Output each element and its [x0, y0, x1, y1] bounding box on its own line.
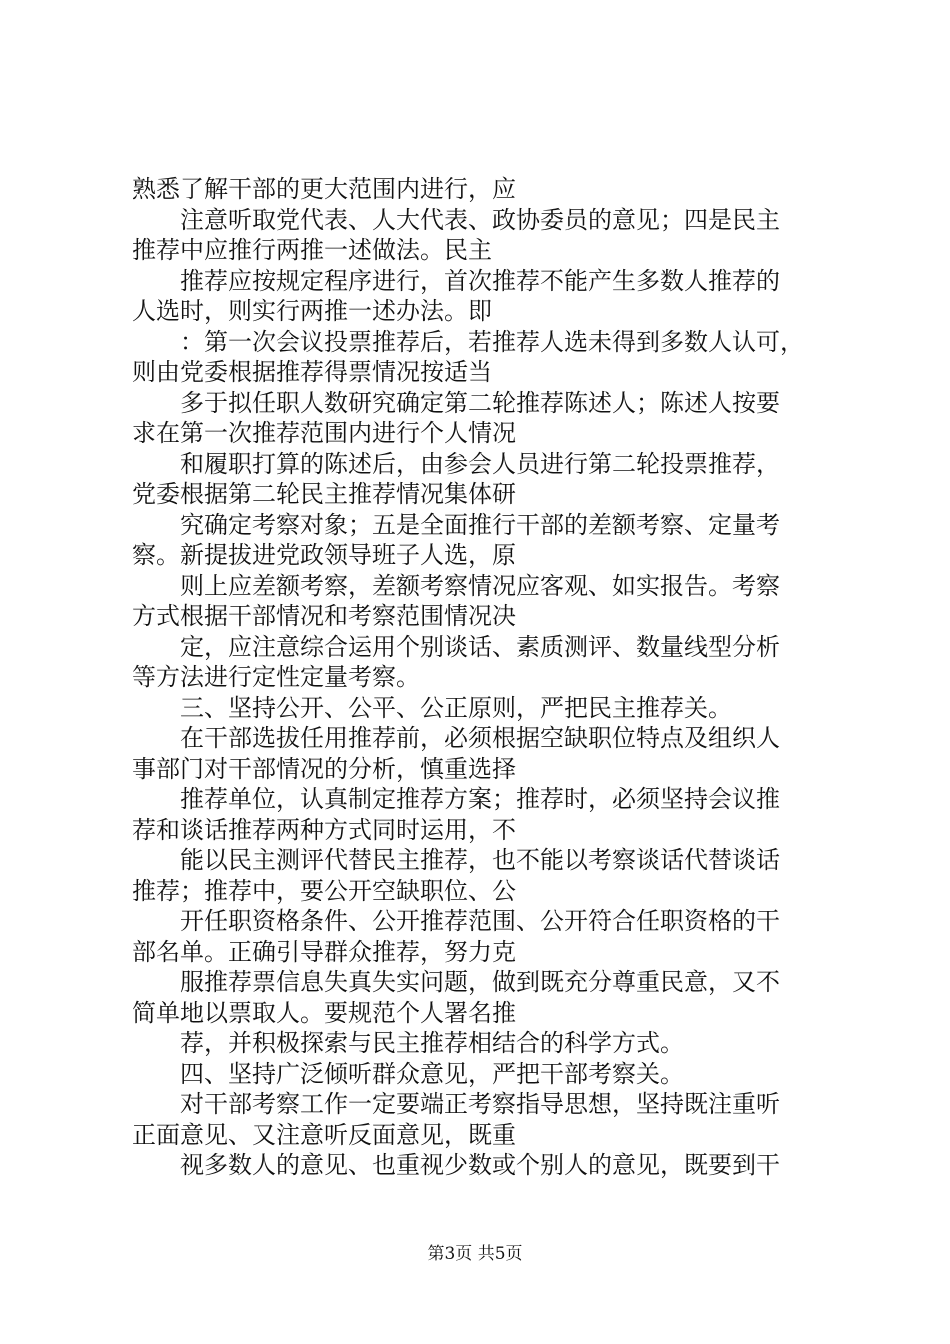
text-line: 开任职资格条件、公开推荐范围、公开符合任职资格的干 — [180, 907, 780, 935]
text-line: 和履职打算的陈述后，由参会人员进行第二轮投票推荐， — [180, 449, 780, 478]
text-line: 多于拟任职人数研究确定第二轮推荐陈述人；陈述人按要 — [180, 388, 780, 417]
text-line: 正面意见、又注意听反面意见，既重 — [132, 1120, 516, 1149]
document-body — [132, 174, 832, 1181]
text-line: 熟悉了解干部的更大范围内进行，应 — [132, 175, 516, 203]
text-line: 对干部考察工作一定要端正考察指导思想，坚持既注重听 — [180, 1090, 780, 1118]
text-line: 荐，并积极探索与民主推荐相结合的科学方式。 — [180, 1029, 684, 1057]
text-line: 推荐；推荐中，要公开空缺职位、公 — [132, 876, 516, 905]
text-line: 推荐应按规定程序进行，首次推荐不能产生多数人推荐的 — [180, 266, 780, 295]
text-line: 在干部选拔任用推荐前，必须根据空缺职位特点及组织人 — [180, 724, 780, 752]
text-line: 定，应注意综合运用个别谈话、素质测评、数量线型分析 — [180, 632, 780, 661]
text-line: 注意听取党代表、人大代表、政协委员的意见；四是民主 — [180, 205, 780, 234]
text-line: 则上应差额考察，差额考察情况应客观、如实报告。考察 — [180, 571, 780, 600]
text-line: 简单地以票取人。要规范个人署名推 — [132, 998, 516, 1027]
text-line: 视多数人的意见、也重视少数或个别人的意见，既要到干 — [180, 1151, 780, 1179]
text-line: 推荐单位，认真制定推荐方案；推荐时，必须坚持会议推 — [180, 785, 780, 813]
text-line: 察。新提拔进党政领导班子人选，原 — [132, 541, 516, 569]
text-line: 推荐中应推行两推一述做法。民主 — [132, 236, 492, 264]
text-line: 部名单。正确引导群众推荐，努力克 — [132, 937, 516, 966]
text-line: 荐和谈话推荐两种方式同时运用，不 — [132, 815, 516, 844]
page-footer: 第3页 共5页 — [427, 1244, 523, 1264]
text-line: 人选时，则实行两推一述办法。即 — [132, 297, 492, 325]
text-line: 能以民主测评代替民主推荐，也不能以考察谈话代替谈话 — [180, 846, 780, 874]
text-line: 四、坚持广泛倾听群众意见，严把干部考察关。 — [180, 1059, 684, 1088]
text-line: 三、坚持公开、公平、公正原则，严把民主推荐关。 — [180, 693, 732, 722]
text-line: 服推荐票信息失真失实问题，做到既充分尊重民意，又不 — [180, 968, 780, 996]
text-line: 党委根据第二轮民主推荐情况集体研 — [132, 480, 516, 508]
text-line: 究确定考察对象；五是全面推行干部的差额考察、定量考 — [180, 510, 780, 539]
text-line: 求在第一次推荐范围内进行个人情况 — [132, 419, 516, 447]
text-line: 等方法进行定性定量考察。 — [132, 663, 420, 691]
text-line: 则由党委根据推荐得票情况按适当 — [132, 358, 492, 386]
text-line: 方式根据干部情况和考察范围情况决 — [132, 602, 516, 630]
text-line: ：第一次会议投票推荐后，若推荐人选未得到多数人认可， — [180, 327, 804, 356]
text-line: 事部门对干部情况的分析，慎重选择 — [132, 754, 516, 783]
